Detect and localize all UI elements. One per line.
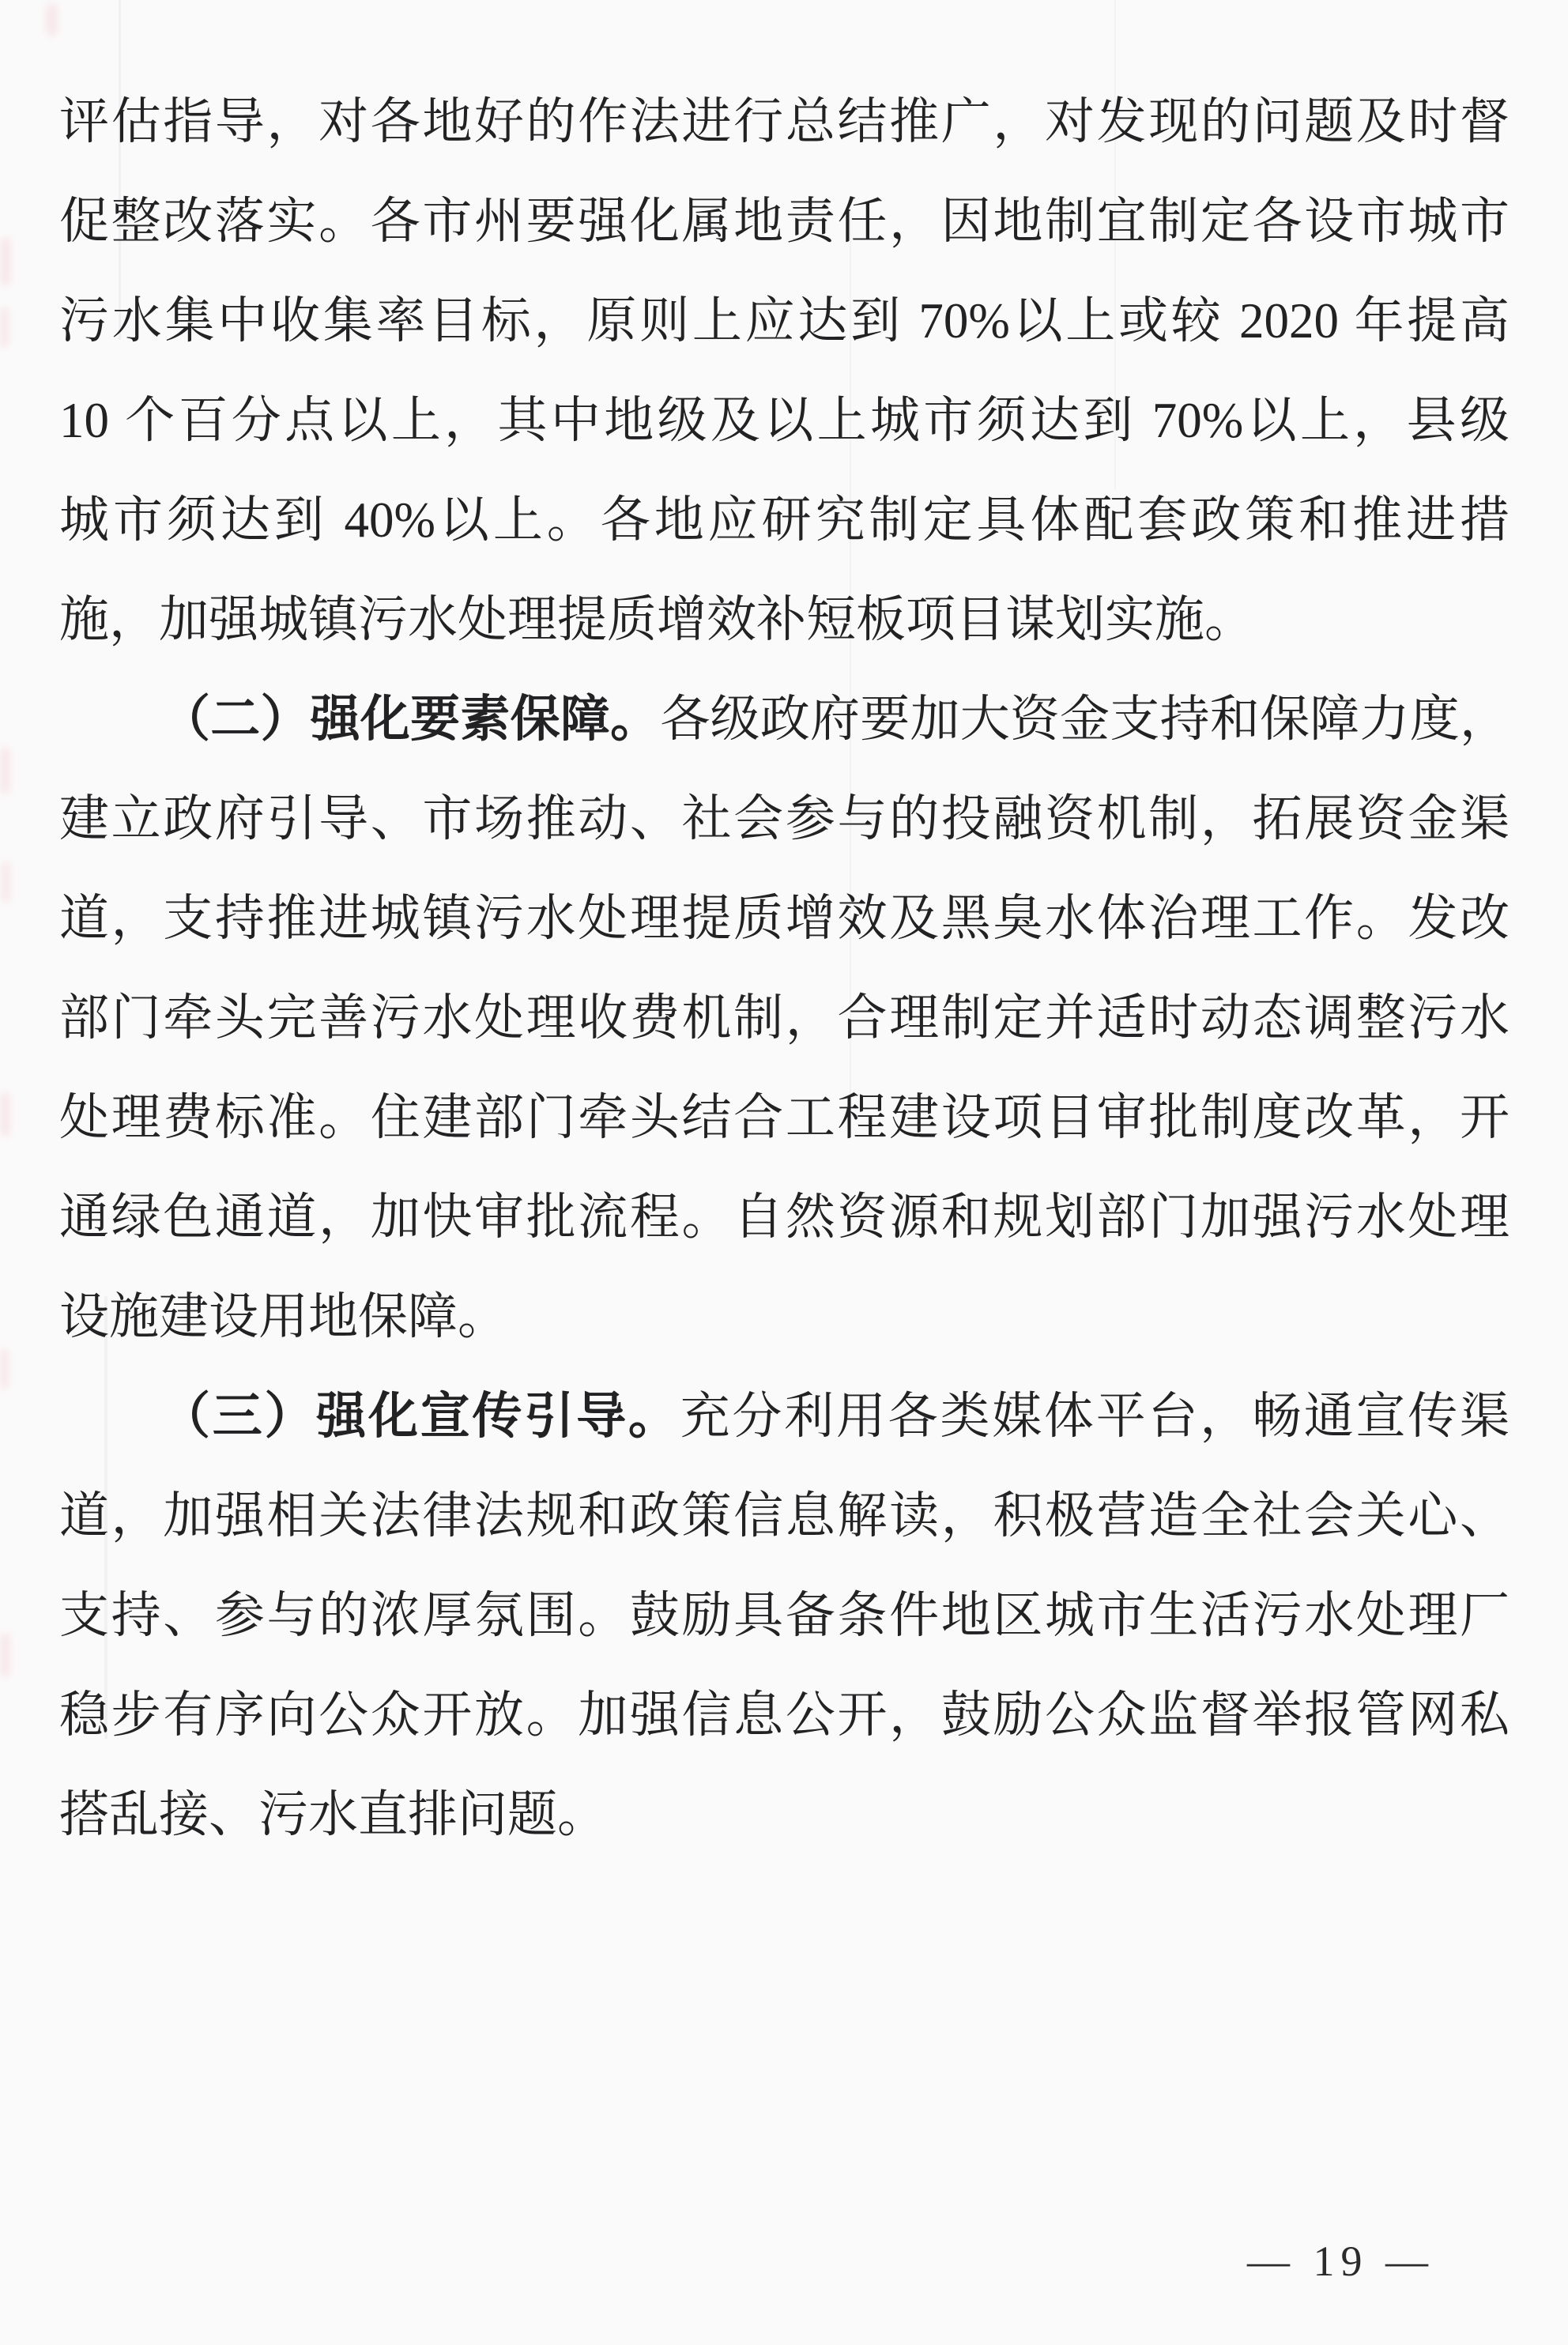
text-line: 污水集中收集率目标，原则上应达到 70%以上或较 2020 年提高 bbox=[59, 293, 1510, 349]
paragraph-lead-bold: （三）强化宣传引导。 bbox=[160, 1389, 680, 1444]
text-line: 道，支持推进城镇污水处理提质增效及黑臭水体治理工作。发改 bbox=[59, 891, 1510, 946]
text-block bbox=[59, 72, 1510, 1864]
text-line: 评估指导，对各地好的作法进行总结推广，对发现的问题及时督 bbox=[59, 94, 1510, 149]
text-line: 建立政府引导、市场推动、社会参与的投融资机制，拓展资金渠 bbox=[59, 791, 1510, 846]
text-line: 支持、参与的浓厚氛围。鼓励具备条件地区城市生活污水处理厂 bbox=[59, 1588, 1510, 1643]
ink-bleed-smudge bbox=[0, 1633, 10, 1677]
ink-bleed-smudge bbox=[0, 237, 11, 286]
ink-bleed-smudge bbox=[0, 307, 9, 348]
text-line: 道，加强相关法律法规和政策信息解读，积极营造全社会关心、 bbox=[59, 1488, 1510, 1544]
page-number: — 19 — bbox=[1247, 2238, 1434, 2285]
text-line: 施，加强城镇污水处理提质增效补短板项目谋划实施。 bbox=[59, 592, 1254, 647]
text-line: 处理费标准。住建部门牵头结合工程建设项目审批制度改革，开 bbox=[59, 1090, 1510, 1145]
ink-bleed-smudge bbox=[2, 861, 10, 903]
paragraph-lead-rest: 各级政府要加大资金支持和保障力度， bbox=[660, 692, 1510, 747]
text-line-paragraph-start bbox=[59, 669, 1510, 769]
paragraph-lead-bold: （二）强化要素保障。 bbox=[160, 692, 661, 747]
text-line: 通绿色通道，加快审批流程。自然资源和规划部门加强污水处理 bbox=[59, 1189, 1510, 1245]
text-line: 设施建设用地保障。 bbox=[59, 1289, 507, 1344]
ink-bleed-smudge bbox=[46, 3, 58, 36]
text-line: 促整改落实。各市州要强化属地责任，因地制宜制定各设市城市 bbox=[59, 194, 1510, 249]
text-line-paragraph-start bbox=[59, 1367, 1510, 1466]
ink-bleed-smudge bbox=[0, 747, 10, 794]
paragraph-lead-rest: 充分利用各类媒体平台，畅通宣传渠 bbox=[680, 1389, 1510, 1444]
text-line: 部门牵头完善污水处理收费机制，合理制定并适时动态调整污水 bbox=[59, 990, 1510, 1046]
text-line: 搭乱接、污水直排问题。 bbox=[59, 1787, 607, 1842]
text-line: 10 个百分点以上，其中地级及以上城市须达到 70%以上，县级 bbox=[59, 393, 1510, 448]
ink-bleed-smudge bbox=[0, 1348, 9, 1389]
ink-bleed-smudge bbox=[0, 1092, 10, 1137]
text-line: 城市须达到 40%以上。各地应研究制定具体配套政策和推进措 bbox=[59, 492, 1510, 548]
text-line: 稳步有序向公众开放。加强信息公开，鼓励公众监督举报管网私 bbox=[59, 1687, 1510, 1743]
